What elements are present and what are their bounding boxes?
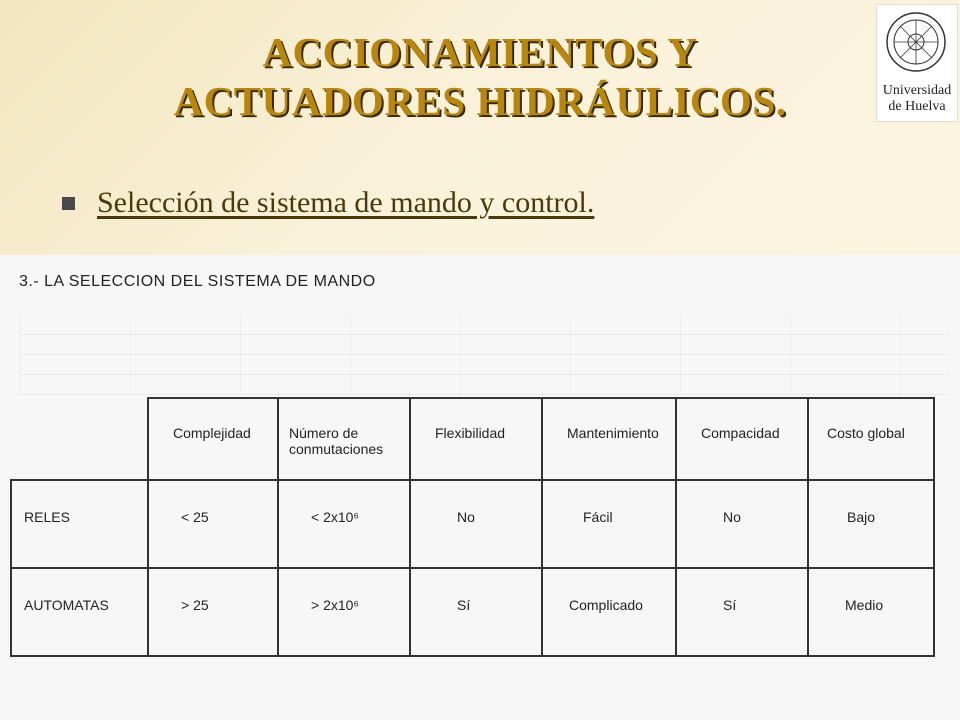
logo-line-2: de Huelva bbox=[888, 99, 946, 114]
title-line-2: ACTUADORES HIDRÁULICOS. bbox=[173, 78, 787, 125]
square-bullet-icon bbox=[62, 197, 75, 210]
selection-table bbox=[10, 397, 935, 657]
table-cell: No bbox=[676, 480, 808, 568]
table-cell: < 2x10⁶ bbox=[278, 480, 410, 568]
bullet-text[interactable]: Selección de sistema de mando y control. bbox=[97, 186, 595, 219]
column-header: Mantenimiento bbox=[542, 398, 676, 480]
table-cell: Complicado bbox=[542, 568, 676, 656]
scan-heading: 3.- LA SELECCION DEL SISTEMA DE MANDO bbox=[19, 273, 376, 290]
slide-header bbox=[0, 0, 960, 255]
table-cell: > 2x10⁶ bbox=[278, 568, 410, 656]
table-cell: No bbox=[410, 480, 542, 568]
slide-title bbox=[60, 28, 900, 126]
table-cell: Fácil bbox=[542, 480, 676, 568]
university-seal-icon bbox=[885, 11, 947, 73]
column-header: Compacidad bbox=[676, 398, 808, 480]
column-header: Número de conmutaciones bbox=[278, 398, 410, 480]
table-cell: > 25 bbox=[148, 568, 278, 656]
column-header: Costo global bbox=[808, 398, 934, 480]
table-row bbox=[11, 480, 934, 568]
faint-background-grid bbox=[20, 315, 950, 395]
table-row bbox=[11, 568, 934, 656]
table-cell: Bajo bbox=[808, 480, 934, 568]
row-label: RELES bbox=[11, 480, 148, 568]
row-label: AUTOMATAS bbox=[11, 568, 148, 656]
scanned-document bbox=[0, 255, 960, 720]
table-header-row bbox=[11, 398, 934, 480]
bullet-item bbox=[62, 183, 594, 223]
table-cell: Medio bbox=[808, 568, 934, 656]
title-line-1: ACCIONAMIENTOS Y bbox=[262, 29, 698, 75]
table-cell: < 25 bbox=[148, 480, 278, 568]
column-header: Flexibilidad bbox=[410, 398, 542, 480]
university-logo bbox=[876, 4, 958, 122]
table-cell: Sí bbox=[410, 568, 542, 656]
table-corner-cell bbox=[11, 398, 148, 480]
table-cell: Sí bbox=[676, 568, 808, 656]
column-header: Complejidad bbox=[148, 398, 278, 480]
logo-line-1: Universidad bbox=[882, 83, 952, 98]
